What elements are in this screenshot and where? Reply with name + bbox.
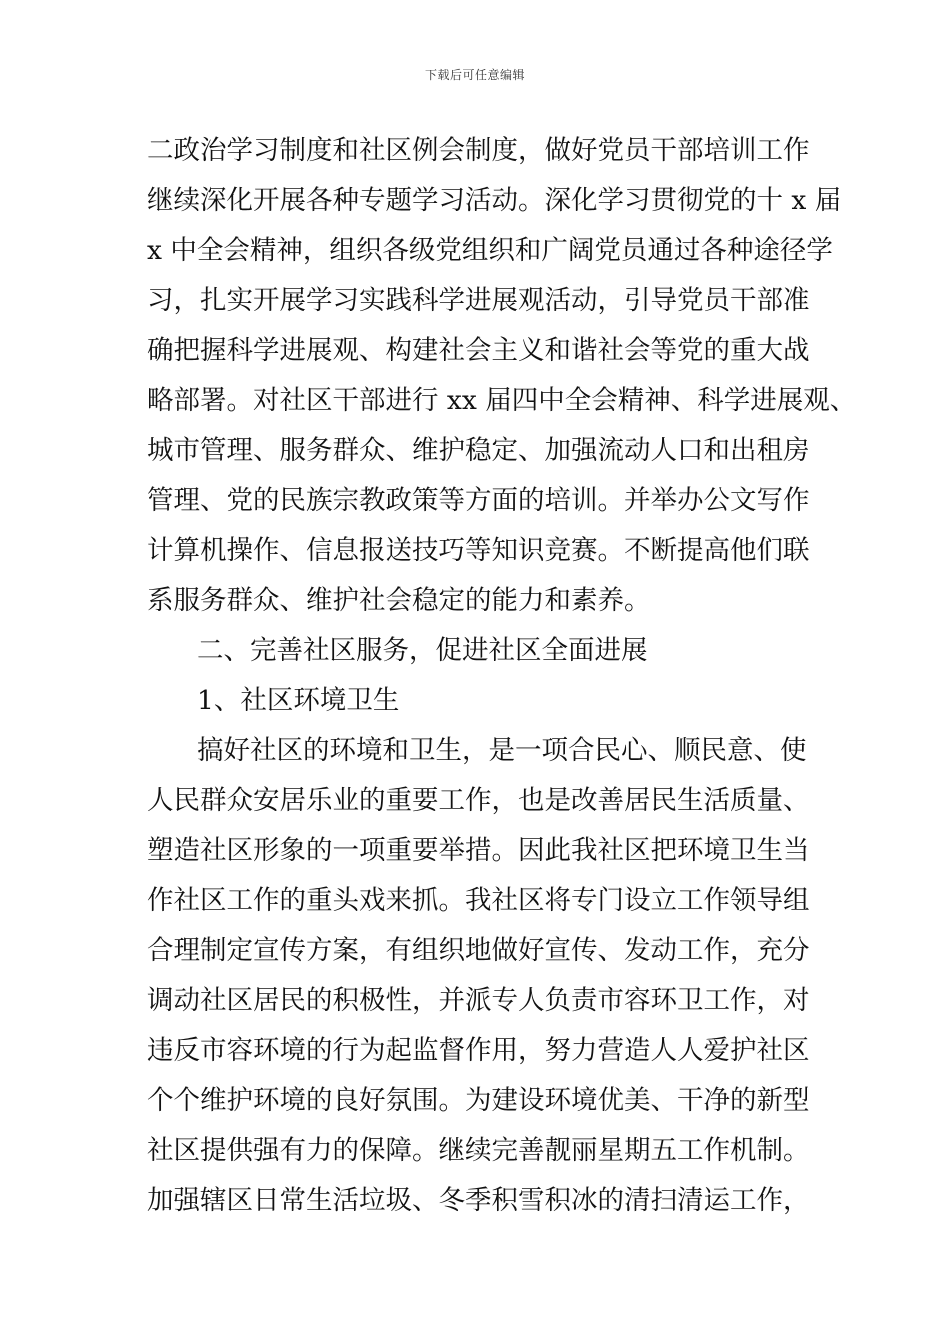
text-line: 人民群众安居乐业的重要工作，也是改善居民生活质量、 [147,785,810,816]
text-line: 继续深化开展各种专题学习活动。深化学习贯彻党的十 x 届 [147,185,842,216]
text-line: 社区提供强有力的保障。继续完善靓丽星期五工作机制。 [147,1135,810,1166]
text-line: 确把握科学进展观、构建社会主义和谐社会等党的重大战 [147,335,810,366]
text-line: 管理、党的民族宗教政策等方面的培训。并举办公文写作 [147,485,810,516]
text-line: 违反市容环境的行为起监督作用，努力营造人人爱护社区 [147,1035,810,1066]
text-line: 系服务群众、维护社会稳定的能力和素养。 [147,585,651,616]
text-line: 城市管理、服务群众、维护稳定、加强流动人口和出租房 [147,435,810,466]
text-line: 塑造社区形象的一项重要举措。因此我社区把环境卫生当 [147,835,810,866]
text-line: 二政治学习制度和社区例会制度，做好党员干部培训工作 [147,135,810,166]
text-line: x 中全会精神，组织各级党组织和广阔党员通过各种途径学 [147,235,833,266]
text-line: 合理制定宣传方案，有组织地做好宣传、发动工作，充分 [147,935,810,966]
text-line: 习，扎实开展学习实践科学进展观活动，引导党员干部准 [147,285,810,316]
text-line: 略部署。对社区干部进行 xx 届四中全会精神、科学进展观、 [147,385,857,416]
section-heading: 二、完善社区服务，促进社区全面进展 [197,635,648,666]
text-line: 搞好社区的环境和卫生，是一项合民心、顺民意、使 [197,735,807,766]
text-line: 个个维护环境的良好氛围。为建设环境优美、干净的新型 [147,1085,810,1116]
text-line: 作社区工作的重头戏来抓。我社区将专门设立工作领导组 [147,885,810,916]
text-line: 计算机操作、信息报送技巧等知识竞赛。不断提高他们联 [147,535,810,566]
page-header: 下载后可任意编辑 [424,68,525,82]
subsection-heading: 1、社区环境卫生 [197,685,400,716]
text-line: 调动社区居民的积极性，并派专人负责市容环卫工作，对 [147,985,810,1016]
document-body [147,126,857,1226]
text-line: 加强辖区日常生活垃圾、冬季积雪积冰的清扫清运工作， [147,1185,810,1216]
